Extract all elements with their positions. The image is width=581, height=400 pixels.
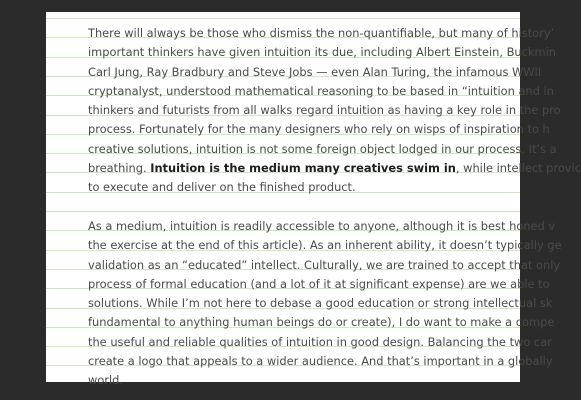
paragraph-line: Carl Jung, Ray Bradbury and Steve Jobs — even Alan Turing, the infamous WWII (88, 64, 542, 79)
line-text: , while intellect provic (455, 161, 581, 176)
paragraph-line: As a medium, intuition is readily accessible to anyone, although it is best honed v (88, 218, 556, 233)
line-text: breathing. (88, 161, 151, 176)
paragraph-line: process. Fortunately for the many designers who rely on wisps of inspiration to h (88, 122, 550, 137)
paragraph-line: validation as an “educated” intellect. Culturally, we are trained to accept that only (88, 257, 561, 272)
article-paragraph-1 (88, 24, 581, 198)
article-paragraph-2 (88, 217, 562, 391)
bold-emphasis: Intuition is the medium many creatives swim in (150, 161, 456, 176)
grid-line (46, 18, 520, 19)
paragraph-line: important thinkers have given intuition its due, including Albert Einstein, Buckmin (88, 45, 556, 60)
paragraph-line: creative solutions, intuition is not some foreign object lodged in our process. It’s a (88, 141, 557, 156)
paragraph-line: thinkers and futurists from all walks regard intuition as having a key role in the pro (88, 103, 561, 118)
paragraph-line-emphasis (88, 159, 581, 178)
paragraph-line: process of formal education (and a lot of it at significant expense) are we able to (88, 276, 550, 291)
paragraph-line: create a logo that appeals to a wider audience. And that’s important in a globally (88, 354, 553, 369)
paragraph-line: world. (88, 373, 123, 388)
article-body (88, 24, 581, 391)
paragraph-line: the useful and reliable qualities of intuition in good design. Balancing the two car (88, 334, 552, 349)
paragraph-line: fundamental to anything human beings do or create), I do want to make a compe (88, 315, 555, 330)
paragraph-line: the exercise at the end of this article). As an inherent ability, it doesn’t typically ge (88, 238, 562, 253)
paragraph-line: to execute and deliver on the finished product. (88, 180, 356, 195)
paragraph-line: cryptanalyst, understood mathematical reasoning to be based in “intuition and in (88, 83, 554, 98)
paragraph-line: solutions. While I’m not here to debase a good education or strong intellectual sk (88, 296, 553, 311)
article-page (46, 12, 581, 388)
paragraph-line: There will always be those who dismiss the non-quantifiable, but many of history’ (88, 26, 555, 40)
